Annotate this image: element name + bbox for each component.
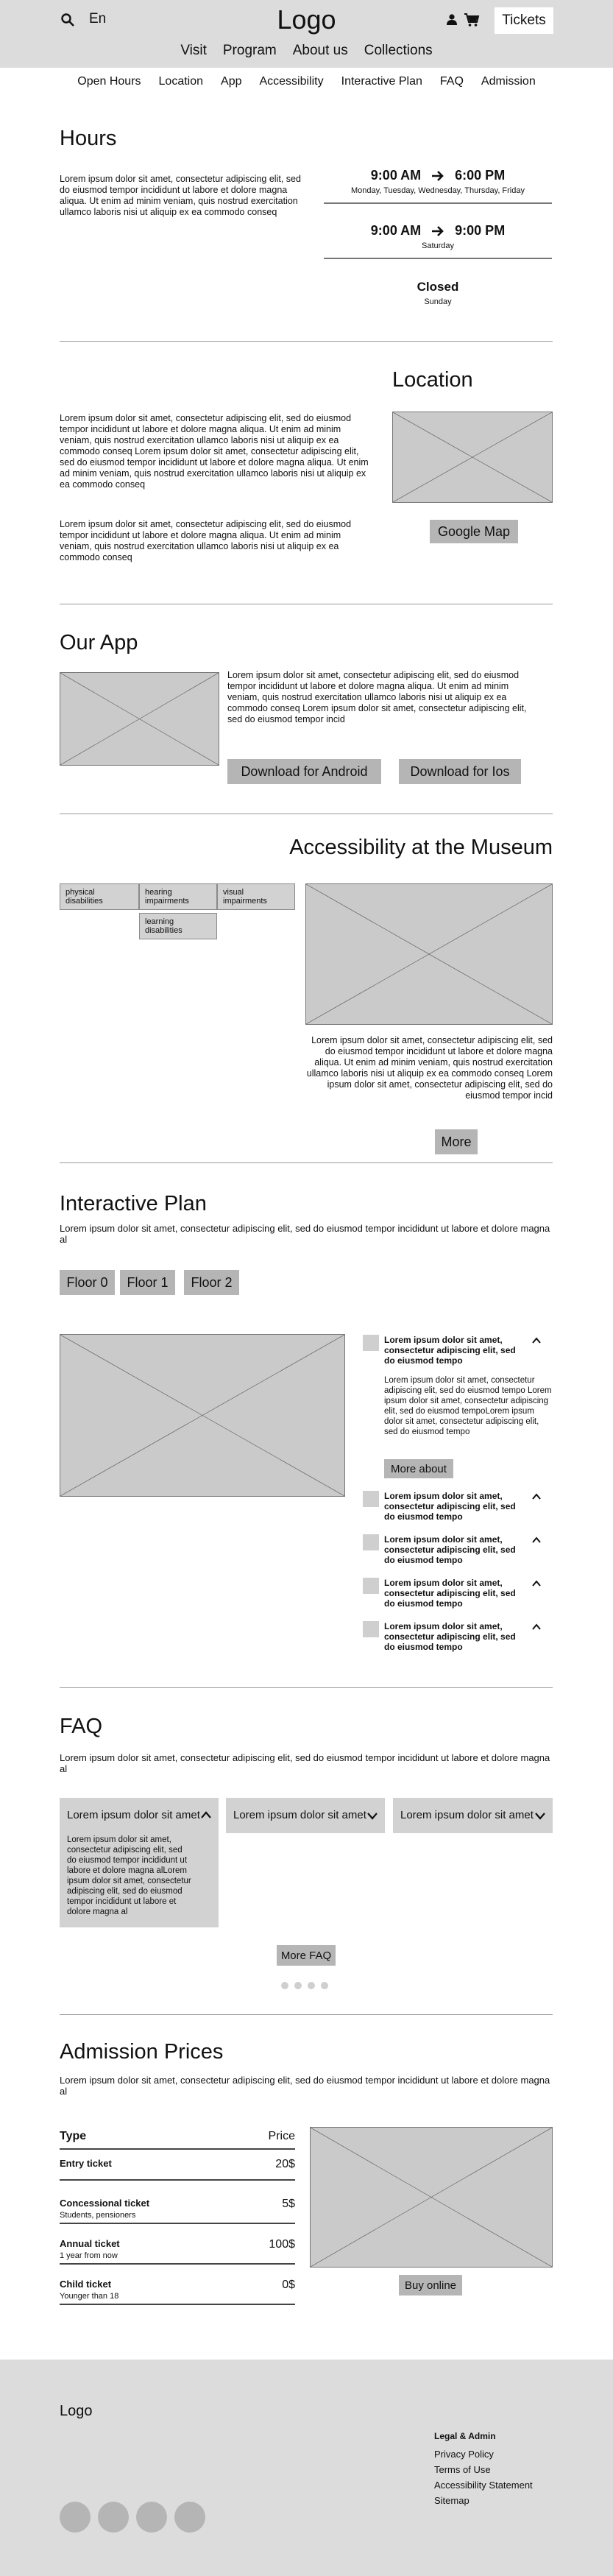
hours-title: Hours [60, 127, 117, 150]
ticket-price: 5$ [282, 2198, 295, 2210]
tickets-button[interactable]: Tickets [495, 7, 553, 34]
accessibility-image-placeholder [305, 883, 553, 1025]
ticket-price: 0$ [282, 2279, 295, 2291]
floor-1-button[interactable]: Floor 1 [120, 1270, 175, 1295]
footer-link-terms-of-use[interactable]: Terms of Use [434, 2464, 491, 2475]
ticket-type: Entry ticket [60, 2158, 112, 2169]
chevron-up-icon[interactable] [531, 1534, 542, 1546]
divider [60, 2179, 295, 2181]
section-divider [60, 1162, 553, 1163]
more-about-button[interactable]: More about [384, 1459, 453, 1478]
divider [60, 2223, 295, 2224]
checkbox[interactable] [363, 1578, 379, 1594]
footer-logo[interactable]: Logo [60, 2403, 93, 2419]
buy-online-button[interactable]: Buy online [399, 2275, 462, 2296]
checkbox[interactable] [363, 1491, 379, 1507]
checkbox[interactable] [363, 1534, 379, 1550]
nav-item-collections[interactable]: Collections [364, 43, 433, 58]
location-text-2: Lorem ipsum dolor sit amet, consectetur adipiscing elit, sed do eiusmod tempor incididunt ut labore et dolore magna aliqua. Ut enim ad minim veniam, quis nostrud exercitation ullamco laboris nisi ut aliquip ex ea commodo conseq [60, 519, 352, 562]
accessibility-more-button[interactable]: More [435, 1129, 478, 1154]
nav-item-about-us[interactable]: About us [292, 43, 348, 58]
chevron-up-icon[interactable] [531, 1491, 542, 1503]
plan-text: Lorem ipsum dolor sit amet, consectetur adipiscing elit, sed do eiusmod tempor incididunt ut labore et dolore magna al [60, 1223, 550, 1245]
checkbox[interactable] [363, 1335, 379, 1351]
hours-days: Sunday [424, 297, 452, 306]
floor-0-button[interactable]: Floor 0 [60, 1270, 115, 1295]
legal-title: Legal & Admin [434, 2431, 496, 2441]
divider [324, 202, 552, 204]
hours-days: Monday, Tuesday, Wednesday, Thursday, Friday [350, 186, 525, 195]
hours-row [324, 223, 552, 259]
divider [60, 2304, 295, 2305]
carousel-dot[interactable] [308, 1982, 315, 1989]
ticket-note: 1 year from now [60, 2251, 118, 2260]
faq-text: Lorem ipsum dolor sit amet, consectetur adipiscing elit, sed do eiusmod tempor incididunt ut labore et dolore magna al [60, 1752, 550, 1774]
accessibility-title: Accessibility at the Museum [289, 836, 553, 859]
hours-days: Saturday [421, 241, 455, 250]
carousel-dot[interactable] [294, 1982, 302, 1989]
social-icon[interactable] [98, 2502, 129, 2533]
language-selector[interactable]: En [89, 11, 107, 27]
checkbox[interactable] [363, 1621, 379, 1637]
hours-text: Lorem ipsum dolor sit amet, consectetur adipiscing elit, sed do eiusmod tempor incididunt ut labore et dolore magna aliqua. Ut enim ad minim veniam, quis nostrud exercitation ullamco laboris nisi ut aliquip ex ea commodo conseq [60, 174, 301, 217]
plan-title: Interactive Plan [60, 1192, 207, 1215]
download-android-button[interactable]: Download for Android [227, 759, 381, 784]
social-icon[interactable] [174, 2502, 205, 2533]
divider [324, 258, 552, 259]
hours-row-closed [324, 280, 552, 306]
faq-question: Lorem ipsum dolor sit amet [233, 1809, 366, 1821]
column-header-type: Type [60, 2130, 87, 2142]
section-link-app[interactable]: App [221, 75, 242, 88]
open-time: 9:00 AM [370, 223, 422, 238]
arrow-right-icon [431, 170, 444, 182]
footer-link-accessibility-statement[interactable]: Accessibility Statement [434, 2480, 533, 2491]
cart-icon[interactable] [464, 13, 480, 27]
chevron-up-icon[interactable] [199, 1809, 213, 1822]
section-link-interactive-plan[interactable]: Interactive Plan [341, 75, 422, 88]
admission-text: Lorem ipsum dolor sit amet, consectetur adipiscing elit, sed do eiusmod tempor incididunt ut labore et dolore magna al [60, 2075, 550, 2097]
admission-image-placeholder [310, 2127, 553, 2268]
section-divider [60, 341, 553, 342]
main-nav [0, 43, 613, 59]
open-time: 9:00 AM [370, 168, 422, 183]
plan-item-title: Lorem ipsum dolor sit amet, consectetur adipiscing elit, sed do eiusmod tempo [384, 1578, 516, 1609]
faq-question: Lorem ipsum dolor sit amet [67, 1809, 200, 1821]
chevron-down-icon[interactable] [366, 1809, 379, 1822]
social-icon[interactable] [60, 2502, 91, 2533]
faq-answer: Lorem ipsum dolor sit amet, consectetur adipiscing elit, sed do eiusmod tempor incididunt ut labore et dolore magna alLorem ipsum dolor sit amet, consectetur adipiscing elit, sed do eiusmod tempor incididunt ut labore et dolore magna al [67, 1835, 191, 1916]
faq-title: FAQ [60, 1715, 103, 1738]
section-link-location[interactable]: Location [158, 75, 204, 88]
chevron-up-icon[interactable] [531, 1578, 542, 1589]
app-title: Our App [60, 631, 138, 654]
floor-2-button[interactable]: Floor 2 [184, 1270, 239, 1295]
ticket-type: Annual ticket [60, 2238, 120, 2249]
footer-link-sitemap[interactable]: Sitemap [434, 2495, 470, 2506]
section-nav [0, 75, 613, 88]
more-faq-button[interactable]: More FAQ [277, 1945, 336, 1966]
download-ios-button[interactable]: Download for Ios [399, 759, 521, 784]
accessibility-text: Lorem ipsum dolor sit amet, consectetur adipiscing elit, sed do eiusmod tempor incididunt ut labore et dolore magna aliqua. Ut enim ad minim veniam, quis nostrud exercitation ullamco laboris nisi ut aliquip ex ea commodo conseq Lorem ipsum dolor sit amet, consectetur adipiscing elit, sed do eiusmod tempor incid [306, 1035, 553, 1101]
carousel-dot[interactable] [281, 1982, 288, 1989]
tab-visual-impairments[interactable]: visual impairments [217, 883, 295, 910]
section-link-faq[interactable]: FAQ [439, 75, 464, 88]
plan-item-title: Lorem ipsum dolor sit amet, consectetur adipiscing elit, sed do eiusmod tempo [384, 1621, 516, 1652]
google-map-button[interactable]: Google Map [430, 520, 518, 543]
section-divider [60, 1687, 553, 1688]
carousel-dot[interactable] [321, 1982, 328, 1989]
nav-item-program[interactable]: Program [222, 43, 277, 58]
social-icon[interactable] [136, 2502, 167, 2533]
faq-item[interactable] [226, 1798, 385, 1833]
user-icon[interactable] [446, 13, 458, 25]
plan-item-title: Lorem ipsum dolor sit amet, consectetur adipiscing elit, sed do eiusmod tempo [384, 1335, 516, 1366]
divider [60, 2148, 295, 2150]
logo[interactable]: Logo [277, 4, 336, 35]
tab-learning-disabilities[interactable]: learning disabilities [139, 913, 217, 939]
chevron-down-icon[interactable] [534, 1809, 547, 1822]
location-text: Lorem ipsum dolor sit amet, consectetur adipiscing elit, sed do eiusmod tempor incididunt ut labore et dolore magna aliqua. Ut enim ad minim veniam, quis nostrud exercitation ullamco laboris nisi ut aliquip ex ea commodo conseq Lorem ipsum dolor sit amet, consectetur adipiscing elit, sed do eiusmod tempor incididunt ut labore et dolore magna aliqua. Ut enim ad minim veniam, quis nostrud exercitation ullamco laboris nisi ut aliquip ex ea commodo conseq [60, 413, 369, 490]
plan-item-title: Lorem ipsum dolor sit amet, consectetur adipiscing elit, sed do eiusmod tempo [384, 1534, 516, 1565]
plan-item-title: Lorem ipsum dolor sit amet, consectetur adipiscing elit, sed do eiusmod tempo [384, 1491, 516, 1522]
ticket-type: Child ticket [60, 2279, 112, 2290]
close-time: 9:00 PM [455, 223, 506, 238]
chevron-up-icon[interactable] [531, 1621, 542, 1633]
tab-physical-disabilities[interactable]: physical disabilities [60, 883, 139, 910]
section-link-open-hours[interactable]: Open Hours [77, 75, 141, 88]
plan-item-details: Lorem ipsum dolor sit amet, consectetur adipiscing elit, sed do eiusmod tempo Lorem ipsum dolor sit amet, consectetur adipiscing elit, sed do eiusmod tempoLorem ipsum dolor sit amet, consectetur adipiscing elit, sed do eiusmod tempo [384, 1376, 552, 1436]
location-title: Location [392, 368, 473, 392]
section-link-accessibility[interactable]: Accessibility [259, 75, 324, 88]
top-bar [0, 0, 613, 68]
faq-item-expanded[interactable] [60, 1798, 219, 1927]
ticket-price: 100$ [269, 2238, 295, 2251]
ticket-note: Younger than 18 [60, 2292, 119, 2301]
divider [60, 2263, 295, 2265]
app-image-placeholder [60, 672, 219, 766]
closed-label: Closed [417, 280, 459, 294]
map-image-placeholder [392, 412, 553, 503]
faq-item[interactable] [393, 1798, 553, 1833]
column-header-price: Price [268, 2130, 295, 2142]
price-table-header [60, 2130, 295, 2148]
admission-title: Admission Prices [60, 2040, 224, 2064]
floor-plan-placeholder[interactable] [60, 1334, 345, 1497]
arrow-right-icon [431, 225, 444, 237]
ticket-price: 20$ [275, 2158, 295, 2170]
ticket-note: Students, pensioners [60, 2211, 136, 2220]
footer-link-privacy-policy[interactable]: Privacy Policy [434, 2449, 494, 2460]
ticket-type: Concessional ticket [60, 2198, 150, 2209]
close-time: 6:00 PM [455, 168, 506, 183]
section-divider [60, 2014, 553, 2015]
nav-item-visit[interactable]: Visit [180, 43, 207, 58]
footer [0, 2360, 613, 2576]
hours-row [324, 168, 552, 204]
chevron-up-icon[interactable] [531, 1335, 542, 1347]
section-link-admission[interactable]: Admission [481, 75, 536, 88]
faq-question: Lorem ipsum dolor sit amet [400, 1809, 534, 1821]
tab-hearing-impairments[interactable]: hearing impairments [139, 883, 217, 910]
app-text: Lorem ipsum dolor sit amet, consectetur adipiscing elit, sed do eiusmod tempor incididunt ut labore et dolore magna aliqua. Ut enim ad minim veniam, quis nostrud exercitation ullamco laboris nisi ut aliquip ex ea commodo conseq Lorem ipsum dolor sit amet, consectetur adipiscing elit, sed do eiusmod tempor incid [227, 670, 527, 724]
